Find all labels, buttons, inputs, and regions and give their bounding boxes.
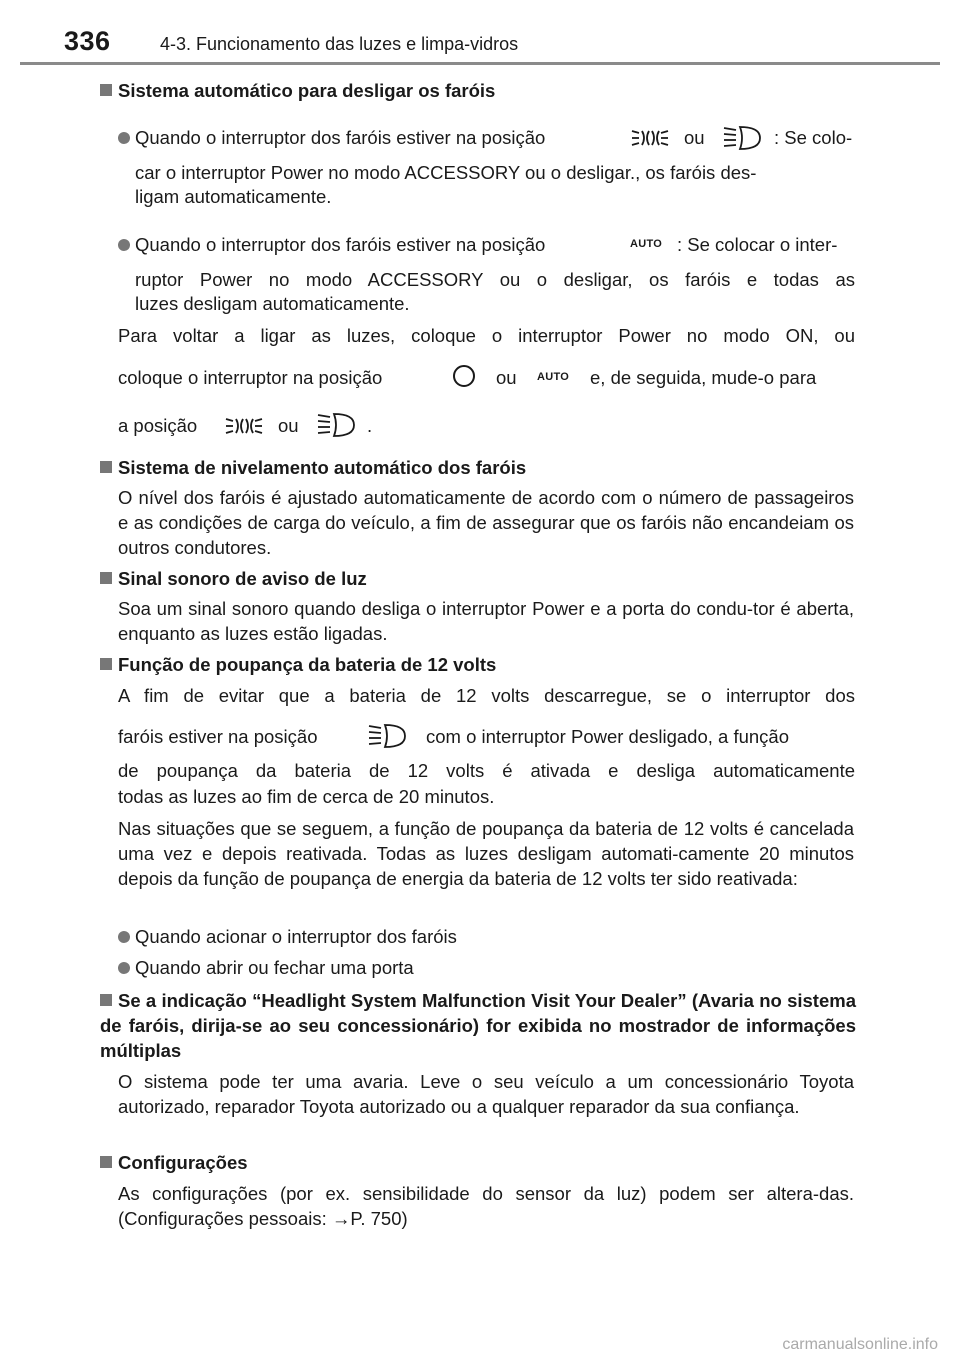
footer-watermark: carmanualsonline.info [782,1336,938,1353]
section-heading-buzzer: Sinal sonoro de aviso de luz [100,566,367,591]
bullet-text: ruptor Power no modo ACCESSORY ou o desligar, os faróis e todas as [135,269,855,290]
battery-text: de poupança da bateria de 12 volts é ativada e desliga automaticamente [118,760,855,781]
bullet-text-end: : Se colo- [774,127,853,148]
off-icon [447,362,481,390]
square-bullet-icon [100,994,112,1006]
word-ou: ou [684,127,705,148]
section-heading-auto-off: Sistema automático para desligar os faróis [100,78,495,103]
round-bullet-icon [118,931,130,943]
leveling-body: O nível dos faróis é ajustado automaticamente de acordo com o número de passageiros e as condições de carga do veículo, a fim de assegurar que os faróis não encandeiam os outros condutores. [118,487,854,558]
battery-text: todas as luzes ao fim de cerca de 20 minutos. [118,786,495,807]
headlight-icon [316,411,356,439]
malfunction-body: O sistema pode ter uma avaria. Leve o seu veículo a um concessionário Toyota autorizado, reparador Toyota autorizado ou a qualquer reparador da sua confiança. [118,1071,854,1117]
paragraph-text: Para voltar a ligar as luzes, coloque o interruptor Power no modo ON, ou [118,325,855,346]
battery-bullet-2: Quando abrir ou fechar uma porta [135,957,414,978]
paragraph-text: a posição [118,415,198,436]
auto-icon: AUTO [630,238,663,250]
bullet-text: car o interruptor Power no modo ACCESSORY ou o desligar., os faróis des- [135,162,757,183]
page-number: 336 [64,26,111,56]
auto-icon: AUTO [537,371,570,383]
chapter-title: 4-3. Funcionamento das luzes e limpa-vidros [160,34,519,54]
battery-text: com o interruptor Power desligado, a função [426,726,790,747]
square-bullet-icon [100,84,112,96]
bullet-text: Quando o interruptor dos faróis estiver na posição [135,127,546,148]
tail-light-icon [224,414,264,438]
section-heading-leveling: Sistema de nivelamento automático dos faróis [100,455,526,480]
paragraph-text: coloque o interruptor na posição [118,367,383,388]
period: . [367,415,373,436]
paragraph-text: e, de seguida, mude-o para [590,367,817,388]
headlight-icon [367,722,407,750]
round-bullet-icon [118,239,130,251]
battery-bullet-1: Quando acionar o interruptor dos faróis [135,926,457,947]
header-divider [20,62,940,65]
page-header [20,22,940,66]
square-bullet-icon [100,572,112,584]
battery-text: A fim de evitar que a bateria de 12 volts descarregue, se o interruptor dos [118,685,855,706]
section-heading-battery: Função de poupança da bateria de 12 volts [100,652,496,677]
round-bullet-icon [118,132,130,144]
word-ou: ou [496,367,517,388]
battery-paragraph: Nas situações que se seguem, a função de poupança da bateria de 12 volts é cancelada uma vez e depois reativada. Todas as luzes desligam automati-camente 20 minutos depois da função de poupança de energia da bateria de 12 volts ter sido reativada: [118,818,854,889]
round-bullet-icon [118,962,130,974]
bullet-text: ligam automaticamente. [135,186,332,207]
section-heading-malfunction: Se a indicação “Headlight System Malfunction Visit Your Dealer” (Avaria no sistema de faróis, dirija-se ao seu concessionário) for exibida no mostrador de informações múltiplas [100,990,856,1061]
section-heading-settings: Configurações [100,1150,248,1175]
bullet-text: Quando o interruptor dos faróis estiver na posição [135,234,546,255]
word-ou: ou [278,415,299,436]
square-bullet-icon [100,1156,112,1168]
headlight-icon [722,124,762,152]
bullet-text: luzes desligam automaticamente. [135,293,410,314]
buzzer-body: Soa um sinal sonoro quando desliga o interruptor Power e a porta do condu-tor é aberta, enquanto as luzes estão ligadas. [118,598,854,644]
battery-text: faróis estiver na posição [118,726,318,747]
bullet-text-end: : Se colocar o inter- [677,234,838,255]
square-bullet-icon [100,461,112,473]
tail-light-icon [630,126,670,150]
square-bullet-icon [100,658,112,670]
settings-body: As configurações (por ex. sensibilidade do sensor da luz) podem ser altera-das. (Configurações pessoais: →P. 750) [118,1183,854,1229]
